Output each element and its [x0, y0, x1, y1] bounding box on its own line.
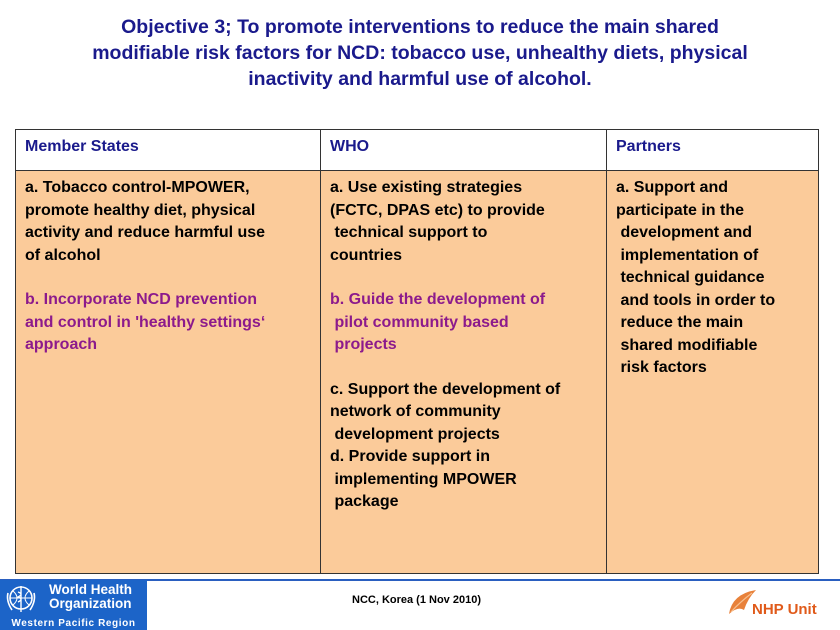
title-line: Objective 3; To promote interventions to reduce the main shared	[121, 16, 719, 38]
text-line: participate in the	[616, 201, 745, 219]
text-line: shared modifiable	[616, 336, 758, 354]
slide-title	[40, 14, 800, 92]
text-line: approach	[25, 336, 98, 353]
text-line: risk factors	[616, 359, 707, 376]
text-line: pilot community based	[330, 313, 509, 331]
who-item-d	[330, 446, 600, 514]
text-line: activity and reduce harmful use	[25, 224, 266, 241]
text-line: and tools in order to	[616, 291, 776, 309]
partners-cell	[607, 171, 819, 574]
text-line: countries	[330, 246, 403, 264]
footer-event: NCC, Korea (1 Nov 2010)	[352, 594, 481, 606]
text-line: implementing MPOWER	[330, 470, 517, 488]
text-line: and control in 'healthy settings‘	[25, 313, 266, 331]
text-line: package	[330, 493, 399, 510]
text-line: b. Guide the development of	[330, 291, 546, 308]
text-line: d. Provide support in	[330, 448, 491, 465]
text-line: reduce the main	[616, 314, 744, 331]
header-member-states: Member States	[16, 130, 321, 171]
text-line: technical guidance	[616, 269, 765, 286]
who-item-c	[330, 379, 600, 447]
text-line: development projects	[330, 425, 500, 443]
table-row	[16, 171, 819, 574]
text-line: c. Support the development of	[330, 380, 561, 398]
header-who: WHO	[321, 130, 607, 171]
member-states-item-b	[25, 289, 314, 357]
who-region: Western Pacific Region	[11, 618, 136, 629]
who-logo	[0, 580, 147, 630]
text-line: development and	[616, 224, 753, 241]
who-cell	[321, 171, 607, 574]
header-partners: Partners	[607, 130, 819, 171]
who-org-name	[49, 583, 132, 611]
member-states-cell	[16, 171, 321, 574]
text-line: network of community	[330, 403, 501, 420]
table-header-row	[16, 130, 819, 171]
who-item-a	[330, 177, 600, 267]
text-line: of alcohol	[25, 246, 101, 264]
title-line: inactivity and harmful use of alcohol.	[248, 68, 592, 90]
text-line: a. Support and	[616, 179, 728, 196]
unit-label: NHP Unit	[752, 601, 817, 618]
who-item-b	[330, 289, 600, 357]
text-line: a. Tobacco control-MPOWER,	[25, 179, 250, 196]
partners-item-a	[616, 177, 812, 380]
text-line: (FCTC, DPAS etc) to provide	[330, 201, 545, 219]
text-line: technical support to	[330, 224, 488, 241]
title-line: modifiable risk factors for NCD: tobacco use, unhealthy diets, physical	[92, 42, 748, 64]
org-name-line: World Health	[49, 582, 133, 597]
text-line: implementation of	[616, 246, 759, 264]
text-line: promote healthy diet, physical	[25, 201, 256, 219]
who-emblem-icon	[4, 583, 38, 615]
responsibility-table	[15, 129, 819, 574]
text-line: b. Incorporate NCD prevention	[25, 291, 258, 308]
text-line: projects	[330, 336, 397, 353]
text-line: a. Use existing strategies	[330, 179, 523, 196]
member-states-item-a	[25, 177, 314, 267]
org-name-line: Organization	[49, 596, 132, 611]
